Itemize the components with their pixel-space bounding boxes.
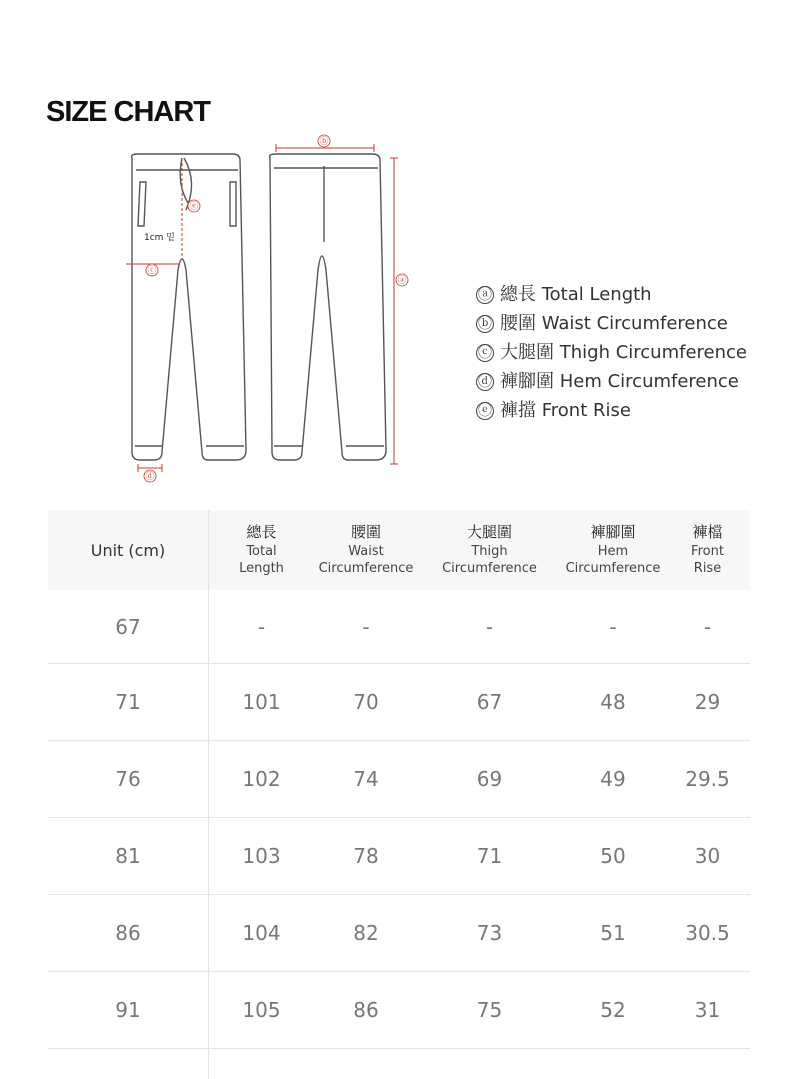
value-cell: 51 xyxy=(600,921,626,945)
legend-zh: 總長 xyxy=(500,284,536,305)
value-cell: 67 xyxy=(476,690,503,714)
value-cell: 74 xyxy=(353,767,379,791)
header-en: Front xyxy=(691,543,724,559)
value-cell: 29 xyxy=(694,690,721,714)
legend-item-front-rise xyxy=(476,396,747,425)
legend-en: Front Rise xyxy=(541,400,631,421)
legend-item-thigh xyxy=(476,338,747,367)
value-cell: 82 xyxy=(353,921,379,945)
table-row xyxy=(48,664,750,741)
header-zh: 腰圍 xyxy=(350,522,381,541)
header-en: Circumference xyxy=(318,560,414,576)
value-cell: 104 xyxy=(242,921,281,945)
size-cell: 67 xyxy=(48,590,209,663)
value-cell: 48 xyxy=(600,690,626,714)
diagram-note: 1cm 밑 xyxy=(144,233,175,243)
column-header-waist xyxy=(314,510,418,590)
value-cell: 29.5 xyxy=(685,767,730,791)
marker-d-icon: ⓓ xyxy=(478,374,492,390)
size-table xyxy=(48,510,750,1079)
value-cell: 103 xyxy=(242,844,281,868)
legend-en: Thigh Circumference xyxy=(559,342,747,363)
value-cell: 78 xyxy=(353,844,379,868)
value-cell: - xyxy=(609,614,617,639)
legend-item-hem xyxy=(476,367,747,396)
marker-b: ⓑ xyxy=(319,137,329,147)
legend-en: Total Length xyxy=(541,284,652,305)
legend-zh: 褲腳圍 xyxy=(500,371,554,392)
value-cell: 49 xyxy=(600,767,626,791)
value-cell: 101 xyxy=(242,690,281,714)
size-cell: 91 xyxy=(48,972,209,1048)
header-en: Circumference xyxy=(442,560,537,576)
value-cell: 50 xyxy=(600,844,626,868)
header-zh: 褲腳圍 xyxy=(590,522,636,541)
table-row xyxy=(48,895,750,972)
legend-en: Waist Circumference xyxy=(541,313,728,334)
value-cell: 102 xyxy=(242,767,281,791)
size-cell: 76 xyxy=(48,741,209,817)
size-cell: 71 xyxy=(48,664,209,740)
legend-zh: 褲擋 xyxy=(500,400,536,421)
value-cell: - xyxy=(362,614,370,639)
header-en: Circumference xyxy=(565,560,661,576)
value-cell: 30 xyxy=(694,844,721,868)
header-en: Length xyxy=(239,560,284,576)
header-en: Hem xyxy=(597,543,629,559)
marker-a: ⓐ xyxy=(397,276,407,286)
marker-b-icon: ⓑ xyxy=(478,316,492,332)
column-header-thigh xyxy=(418,510,561,590)
header-en: Total xyxy=(246,543,277,559)
header-zh: 褲檔 xyxy=(692,522,723,541)
table-row xyxy=(48,590,750,664)
value-cell: - xyxy=(257,614,266,639)
size-cell: 81 xyxy=(48,818,209,894)
value-cell: 52 xyxy=(600,998,626,1022)
value-cell: 105 xyxy=(242,998,281,1022)
legend-en: Hem Circumference xyxy=(559,371,739,392)
value-cell: 30.5 xyxy=(685,921,730,945)
value-cell: 86 xyxy=(353,998,379,1022)
value-cell: 75 xyxy=(476,998,503,1022)
column-header-front-rise xyxy=(665,510,750,590)
unit-header: Unit (cm) xyxy=(48,510,209,590)
marker-e: ⓔ xyxy=(189,202,199,212)
size-cell xyxy=(48,1049,209,1079)
legend-item-waist xyxy=(476,309,747,338)
legend-zh: 大腿圍 xyxy=(500,342,554,363)
value-cell: 71 xyxy=(476,844,503,868)
header-zh: 總長 xyxy=(246,522,277,541)
page-title: SIZE CHART xyxy=(46,96,210,128)
value-cell: 70 xyxy=(353,690,379,714)
size-cell: 86 xyxy=(48,895,209,971)
column-header-hem xyxy=(561,510,665,590)
back-pants-outline xyxy=(270,154,386,460)
table-row xyxy=(48,741,750,818)
value-cell: - xyxy=(703,614,712,639)
header-en: Rise xyxy=(693,560,722,576)
header-en: Waist xyxy=(348,543,384,559)
column-header-total-length xyxy=(209,510,314,590)
marker-d: ⓓ xyxy=(145,472,155,482)
value-cell: 73 xyxy=(476,921,503,945)
pants-illustration xyxy=(110,130,430,490)
header-en: Thigh xyxy=(471,543,508,559)
value-cell: - xyxy=(485,614,494,639)
table-row xyxy=(48,818,750,895)
marker-e-icon: ⓔ xyxy=(478,403,492,419)
pants-diagram xyxy=(110,130,430,490)
marker-c-icon: ⓒ xyxy=(478,345,492,361)
table-header xyxy=(48,510,750,590)
value-cell: 69 xyxy=(476,767,503,791)
header-zh: 大腿圍 xyxy=(466,522,512,541)
legend-item-total-length xyxy=(476,280,747,309)
table-row xyxy=(48,972,750,1049)
marker-a-icon: ⓐ xyxy=(478,287,492,303)
measurement-legend xyxy=(476,280,747,425)
table-row-partial xyxy=(48,1049,750,1079)
legend-zh: 腰圍 xyxy=(500,313,536,334)
value-cell: 31 xyxy=(694,998,721,1022)
marker-c: ⓒ xyxy=(147,266,157,276)
